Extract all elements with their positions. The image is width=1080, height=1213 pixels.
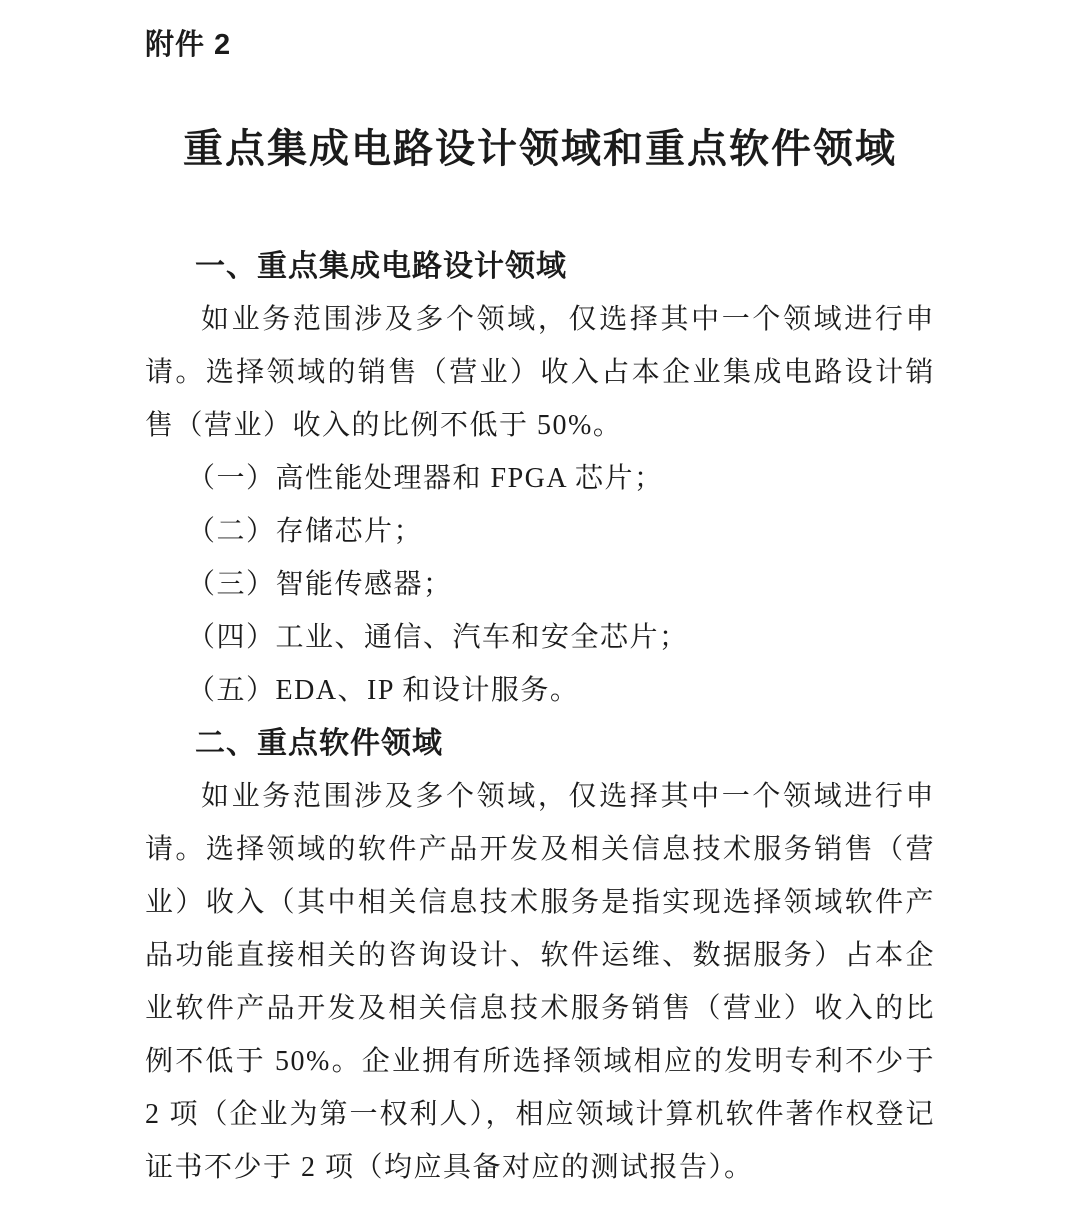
list-item-ic-2: （二）存储芯片； — [187, 516, 424, 547]
section-1-heading: 一、重点集成电路设计领域 — [195, 250, 567, 283]
document-content — [145, 0, 935, 1194]
section-software-fields — [145, 717, 935, 1194]
list-item-ic-3: （三）智能传感器； — [187, 569, 453, 600]
section-1-intro-paragraph: 如业务范围涉及多个领域，仅选择其中一个领域进行申请。选择领域的销售（营业）收入占本企业集成电路设计销售（营业）收入的比例不低于 50%。 — [145, 304, 935, 441]
list-item-ic-1: （一）高性能处理器和 FPGA 芯片； — [187, 463, 664, 494]
section-2-heading: 二、重点软件领域 — [195, 727, 443, 760]
list-item-ic-5: （五）EDA、IP 和设计服务。 — [187, 675, 580, 706]
attachment-label: 附件 2 — [145, 29, 232, 61]
document-title: 重点集成电路设计领域和重点软件领域 — [183, 126, 897, 171]
section-ic-design-fields — [145, 240, 935, 717]
list-item-ic-4: （四）工业、通信、汽车和安全芯片； — [187, 622, 689, 653]
section-2-intro-paragraph: 如业务范围涉及多个领域，仅选择其中一个领域进行申请。选择领域的软件产品开发及相关信息技术服务销售（营业）收入（其中相关信息技术服务是指实现选择领域软件产品功能直接相关的咨询设计、软件运维、数据服务）占本企业软件产品开发及相关信息技术服务销售（营业）收入的比例不低于 50%。企业拥有所选择领域相应的发明专利不少于 2 项（企业为第一权利人），相应领域计算机软件著作权登记证书不少于 2 项（均应具备对应的测试报告）。 — [145, 781, 935, 1183]
